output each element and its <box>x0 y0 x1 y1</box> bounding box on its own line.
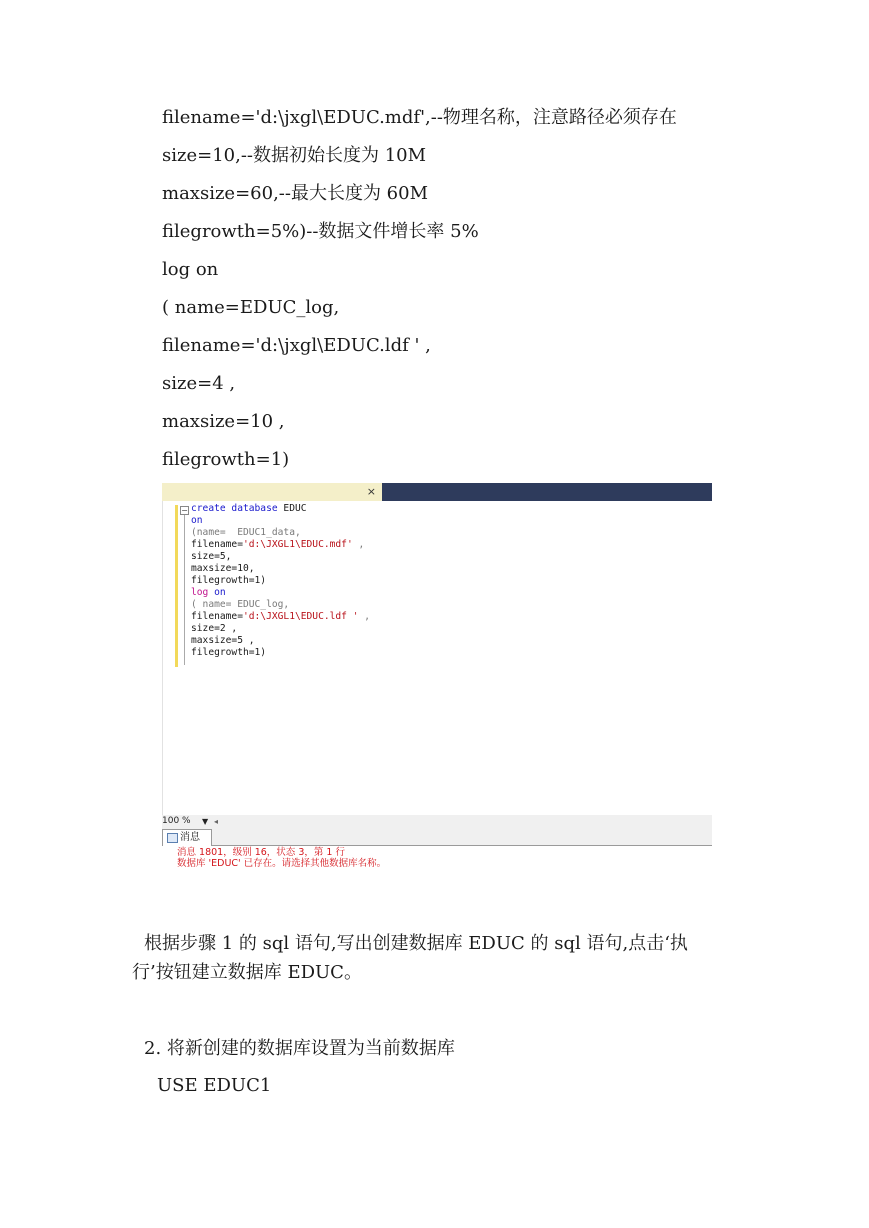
ssms-screenshot <box>162 483 712 873</box>
code-text: filename= <box>191 539 243 550</box>
tab-messages[interactable] <box>162 829 212 846</box>
close-icon[interactable]: × <box>366 485 376 498</box>
doc-line-log-name: ( name=EDUC_log, <box>162 297 340 318</box>
code-text: , <box>358 611 371 622</box>
results-tab-bar <box>162 828 712 846</box>
code-string: 'd:\JXGL1\EDUC.ldf ' <box>242 611 359 622</box>
code-keyword: on <box>208 587 226 598</box>
doc-line-filegrowth: filegrowth=5%)--数据文件增长率 5% <box>162 221 479 242</box>
code-text: filegrowth=1) <box>191 647 267 658</box>
tab-messages-label: 消息 <box>180 832 200 843</box>
doc-line-log-on: log on <box>162 259 219 280</box>
code-text: (name= EDUC1_data, <box>191 527 301 538</box>
document-tab-bar <box>162 483 712 501</box>
instruction-line-2: 行’按钮建立数据库 EDUC。 <box>132 962 362 983</box>
step-2-heading: 2. 将新创建的数据库设置为当前数据库 <box>144 1038 455 1059</box>
messages-icon <box>167 833 178 843</box>
query-tab[interactable] <box>162 483 382 501</box>
code-text: filegrowth=1) <box>191 575 267 586</box>
code-text: maxsize=10, <box>191 563 255 574</box>
outline-line <box>184 515 185 665</box>
doc-line-filename-ldf: filename='d:\jxgl\EDUC.ldf ' , <box>162 335 431 356</box>
doc-line-size: size=10,--数据初始长度为 10M <box>162 145 427 166</box>
step-2-code: USE EDUC1 <box>157 1075 272 1096</box>
scroll-left-icon[interactable]: ◂ <box>214 817 219 826</box>
doc-line-filename-mdf: filename='d:\jxgl\EDUC.mdf',--物理名称，注意路径必须存在 <box>162 107 677 128</box>
sql-code <box>191 503 370 659</box>
error-message-line: 消息 1801，级别 16，状态 3，第 1 行 <box>177 847 345 858</box>
code-text: , <box>352 539 365 550</box>
code-text: filename= <box>191 611 243 622</box>
code-text: maxsize=5 , <box>191 635 255 646</box>
error-message-line: 数据库 'EDUC' 已存在。请选择其他数据库名称。 <box>177 858 387 869</box>
code-text: size=5, <box>191 551 232 562</box>
error-messages <box>177 847 386 869</box>
code-keyword: log <box>191 587 209 598</box>
collapse-icon[interactable]: − <box>181 506 188 515</box>
query-editor[interactable] <box>162 501 713 815</box>
doc-line-log-maxsize: maxsize=10 , <box>162 411 285 432</box>
code-text: size=2 , <box>191 623 238 634</box>
code-string: 'd:\JXGL1\EDUC.mdf' <box>242 539 353 550</box>
doc-line-log-filegrowth: filegrowth=1) <box>162 449 290 470</box>
doc-line-log-size: size=4 , <box>162 373 236 394</box>
editor-status-bar <box>162 815 712 828</box>
chevron-down-icon[interactable]: ▼ <box>202 817 209 826</box>
instruction-line-1: 根据步骤 1 的 sql 语句,写出创建数据库 EDUC 的 sql 语句,点击‘执 <box>144 933 688 954</box>
change-tracking-bar <box>175 505 178 667</box>
code-keyword: create database <box>191 503 278 514</box>
doc-line-maxsize: maxsize=60,--最大长度为 60M <box>162 183 429 204</box>
code-text: EDUC <box>277 503 307 514</box>
zoom-level[interactable]: 100 % <box>162 816 191 826</box>
code-keyword: on <box>191 515 203 526</box>
code-text: ( name= EDUC_log, <box>191 599 290 610</box>
